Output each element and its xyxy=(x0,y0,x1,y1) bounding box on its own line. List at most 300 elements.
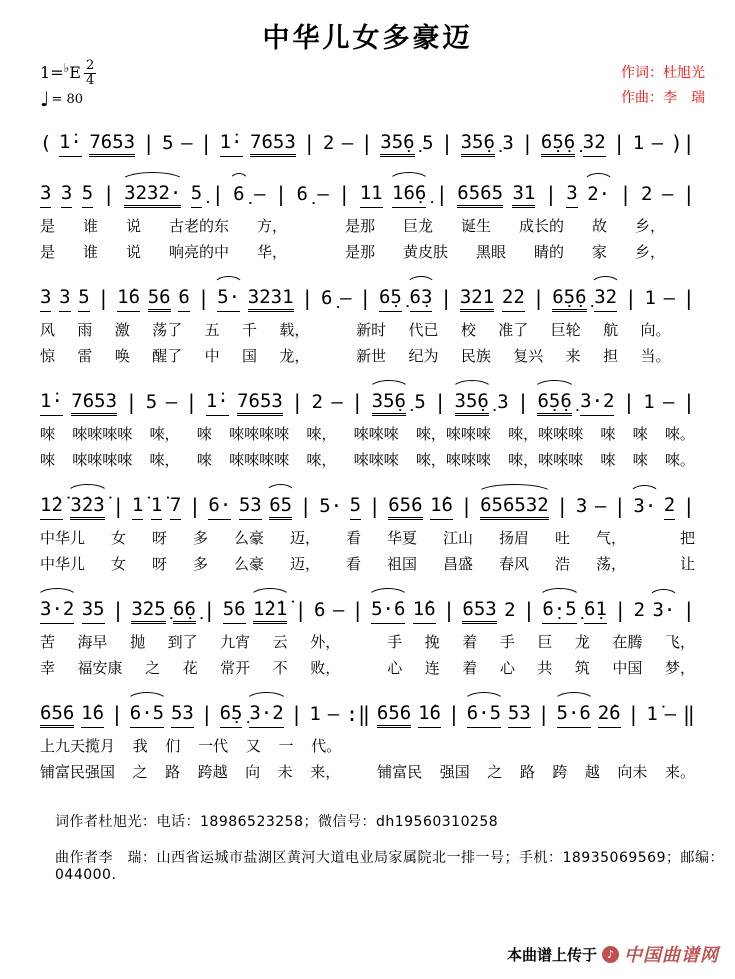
lyric-cell: 诞生 xyxy=(460,217,491,235)
lyric-cell: 海早 xyxy=(77,633,108,651)
lyric-cell: 之 xyxy=(487,763,503,781)
note-token: 656 xyxy=(377,704,411,728)
note-token: 1̇ xyxy=(151,496,162,520)
lyric-cell: 唻唻唻唻 xyxy=(72,425,133,443)
lyric-cell: 们 xyxy=(165,737,181,755)
barline: | xyxy=(211,182,224,206)
note-token: 53 xyxy=(508,704,531,728)
lyric-cell: 迈， xyxy=(290,555,321,573)
barline: :‖ xyxy=(345,702,371,726)
lyric-cell: 铺富民强国 xyxy=(40,763,116,781)
footer-contacts xyxy=(55,811,735,883)
note-token: 32 xyxy=(583,133,606,157)
lyric-cell: 上九天揽月 xyxy=(40,737,116,755)
lyric-cell xyxy=(332,321,334,339)
note-token: 3· xyxy=(652,601,675,624)
lyric-cell: 代。 xyxy=(311,737,342,755)
note-token: – xyxy=(165,391,178,414)
barline: | xyxy=(142,131,155,155)
barline: | xyxy=(435,182,448,206)
lyrics-row xyxy=(40,217,695,235)
barline: | xyxy=(460,494,473,518)
composer-contact: 曲作者李 瑞：山西省运城市盐湖区黄河大道电业局家属院北一排一号；手机：18935069569；邮编：044000. xyxy=(55,850,724,883)
lyrics-row xyxy=(40,321,695,339)
note-token: 3 xyxy=(59,288,70,312)
lyric-cell: 唻唻唻 xyxy=(353,451,399,469)
lyric-cell: 新世 xyxy=(356,347,387,365)
composer-credit: 作曲：李 瑞 xyxy=(621,90,705,107)
lyric-cell: 巨 xyxy=(537,633,553,651)
barline: | xyxy=(614,598,627,622)
barline: | xyxy=(622,390,635,414)
lyric-cell: 唤 xyxy=(114,347,130,365)
barline: | xyxy=(291,390,304,414)
barline: | xyxy=(522,598,535,622)
lyric-cell: 荡， xyxy=(596,555,627,573)
note-token: 3 xyxy=(566,184,577,208)
lyric-cell: 扬眉 xyxy=(499,529,530,547)
note-token: 1 xyxy=(643,391,655,414)
note-token: 3 xyxy=(502,132,514,155)
note-token: 56 xyxy=(148,288,171,312)
lyric-cell xyxy=(332,347,334,365)
lyric-cell: 共 xyxy=(537,659,553,677)
note-token: – xyxy=(254,183,266,206)
barline: | xyxy=(434,390,447,414)
note-token: 31 xyxy=(512,184,535,208)
note-token: 6̣5̣6̣ xyxy=(537,392,571,416)
lyric-cell: 福安康 xyxy=(77,659,123,677)
note-token: 5 xyxy=(162,132,174,155)
lyric-cell: 铺富民 xyxy=(377,763,423,781)
lyric-cell: 巨龙 xyxy=(402,217,433,235)
note-token: 2· xyxy=(587,185,610,208)
lyric-cell: 古老的东 xyxy=(169,217,230,235)
lyric-cell: 五 xyxy=(204,321,220,339)
note-token: 5 xyxy=(78,288,89,312)
lyric-cell: 千 xyxy=(241,321,257,339)
lyric-cell: 雷 xyxy=(77,347,93,365)
note-token: 3231 xyxy=(248,288,294,312)
note-token: 6·5 xyxy=(130,704,164,728)
lyric-cell: 唻， xyxy=(149,451,180,469)
note-token: 7 xyxy=(170,496,181,520)
site-name: 中国曲谱网 xyxy=(624,945,719,966)
note-token: – xyxy=(663,287,676,310)
note-token: 3 xyxy=(575,495,588,518)
lyric-cell: 跨越 xyxy=(197,763,228,781)
lyric-cell: 华夏 xyxy=(387,529,418,547)
credits xyxy=(621,61,705,111)
lyric-cell: 惊 xyxy=(40,347,56,365)
barline: | xyxy=(299,494,312,518)
note-token: 1̇· xyxy=(220,133,243,157)
note-token: 1̇· xyxy=(40,392,63,416)
lyric-cell: 么豪 xyxy=(234,529,265,547)
lyric-cell xyxy=(358,763,360,781)
note-token: 6̣5̣ xyxy=(220,704,243,728)
barline: | xyxy=(544,182,557,206)
note-token: 32 xyxy=(594,288,617,312)
note-token: 3·2 xyxy=(40,600,74,624)
lyric-cell: 唻唻唻唻 xyxy=(229,451,290,469)
lyric-cell: 筑 xyxy=(574,659,590,677)
lyrics-row xyxy=(40,451,695,469)
quarter-note-icon: ♩ xyxy=(40,87,50,112)
lyric-cell: 谁 xyxy=(83,217,99,235)
lyric-cell xyxy=(363,633,365,651)
lyric-cell: 之 xyxy=(132,763,148,781)
note-token: 3· xyxy=(633,497,656,520)
note-token: 6·5 xyxy=(467,704,501,728)
note-token: 5· xyxy=(217,288,240,312)
lyric-cell: 荡了 xyxy=(152,321,183,339)
lyricist-credit: 作词：杜旭光 xyxy=(621,65,705,81)
time-denominator: 4 xyxy=(85,72,95,88)
lyric-cell: 向未 xyxy=(617,763,648,781)
barline: | xyxy=(447,702,460,726)
lyric-cell: 路 xyxy=(165,763,181,781)
lyric-cell: 气， xyxy=(596,529,627,547)
barline: | xyxy=(185,390,198,414)
notes-row xyxy=(40,119,695,157)
lyric-cell: 故 xyxy=(591,217,607,235)
lyric-cell: 抛 xyxy=(130,633,146,651)
lyric-cell: 说 xyxy=(126,243,142,261)
flat-icon: ♭ xyxy=(63,61,70,76)
note-token: 5· xyxy=(319,495,343,518)
note-token: 6̣5̣ xyxy=(379,288,402,312)
lyric-cell: 强国 xyxy=(439,763,470,781)
note-token: – xyxy=(664,703,677,726)
note-token: 35̣6̣ xyxy=(372,392,406,416)
note-token: 5·6 xyxy=(557,704,591,728)
note-token: 56 xyxy=(223,600,246,624)
lyric-cell: 黑眼 xyxy=(475,243,506,261)
lyric-cell: 越 xyxy=(584,763,600,781)
barline: ‖ xyxy=(682,702,695,726)
note-token: 5 xyxy=(414,391,426,414)
barline: | xyxy=(627,702,640,726)
barline: | xyxy=(110,702,123,726)
lyric-cell: 纪为 xyxy=(408,347,439,365)
lyric-cell: 唻 xyxy=(600,451,616,469)
notes-row xyxy=(40,170,695,208)
lyrics-row xyxy=(40,555,695,573)
barline: | xyxy=(682,494,695,518)
upload-credit xyxy=(507,941,719,967)
lyric-cell: 中华儿 xyxy=(40,529,86,547)
lyric-cell: 响亮的中 xyxy=(169,243,230,261)
note-token: 3·2 xyxy=(249,704,283,728)
lyric-cell: 吐 xyxy=(555,529,571,547)
note-token: 2 xyxy=(664,496,675,520)
notes-row xyxy=(40,586,695,624)
note-token: 5 xyxy=(145,391,158,414)
lyric-cell: 向。 xyxy=(640,321,671,339)
lyric-cell: 九宵 xyxy=(220,633,251,651)
key-prefix: 1= xyxy=(40,63,64,83)
note-token: 35̣6̣ xyxy=(455,392,489,416)
music-system xyxy=(40,690,695,781)
notes-row xyxy=(40,378,695,416)
lyric-cell: 到了 xyxy=(167,633,198,651)
music-system xyxy=(40,378,695,469)
lyric-cell: 龙， xyxy=(279,347,310,365)
lyric-cell xyxy=(693,243,695,261)
barline: | xyxy=(200,131,213,155)
lyric-cell: 梦， xyxy=(664,659,695,677)
note-token: 1̇· xyxy=(59,133,82,157)
lyric-cell: 准了 xyxy=(498,321,529,339)
note-token: 7653 xyxy=(89,133,135,157)
lyric-cell: 唻， xyxy=(306,451,337,469)
lyric-cell: 唻 xyxy=(632,451,648,469)
lyric-cell xyxy=(693,217,695,235)
barline: | xyxy=(200,702,213,726)
lyric-cell: 说 xyxy=(126,217,142,235)
music-system xyxy=(40,586,695,677)
lyric-cell: 路 xyxy=(519,763,535,781)
lyric-cell: 醒了 xyxy=(152,347,183,365)
lyric-cell: 是 xyxy=(40,243,56,261)
lyric-cell: 新时 xyxy=(356,321,387,339)
site-logo-icon: ♪ xyxy=(602,946,619,963)
lyric-cell: 唻 xyxy=(40,425,56,443)
note-token: 35̣6̣ xyxy=(380,133,414,157)
note-token: 6· xyxy=(208,496,231,520)
lyric-cell: 未 xyxy=(277,763,293,781)
lyric-cell: 么豪 xyxy=(234,555,265,573)
lyric-cell: 幸 xyxy=(40,659,56,677)
note-token: 5̣ xyxy=(191,184,202,208)
note-token: 6 xyxy=(178,288,189,312)
lyric-cell: 来 xyxy=(565,347,581,365)
note-token: 3 xyxy=(40,288,51,312)
lyric-cell: 呀 xyxy=(152,555,168,573)
notes-row xyxy=(40,690,695,728)
lyric-cell: 飞， xyxy=(664,633,695,651)
barline: | xyxy=(441,131,454,155)
lyric-cell: 昌盛 xyxy=(443,555,474,573)
barline: | xyxy=(682,390,695,414)
note-token: 6̣ xyxy=(296,183,308,206)
header-meta xyxy=(40,59,705,115)
note-token: 6̣5̣6̣ xyxy=(541,133,575,157)
note-token: 7653 xyxy=(250,133,296,157)
lyric-cell: 在腾 xyxy=(612,633,643,651)
lyric-cell: 唻唻唻唻 xyxy=(72,451,133,469)
lyric-cell: 春风 xyxy=(499,555,530,573)
barline: | xyxy=(102,182,115,206)
lyric-cell: 华， xyxy=(257,243,288,261)
barline: | xyxy=(360,131,373,155)
tempo-mark xyxy=(40,87,96,112)
lyric-cell: 一 xyxy=(278,737,294,755)
lyric-cell: 唻 xyxy=(196,425,212,443)
lyric-cell: 着 xyxy=(462,659,478,677)
lyric-cell: 手 xyxy=(387,633,403,651)
music-system xyxy=(40,482,695,573)
lyric-cell: 担 xyxy=(603,347,619,365)
lyric-cell: 方， xyxy=(257,217,288,235)
lyric-cell: 龙 xyxy=(574,633,590,651)
lyric-cell xyxy=(652,529,654,547)
note-token: 6̣·5̣ xyxy=(542,600,576,624)
lyric-cell: 唻。 xyxy=(664,425,695,443)
note-token: 6̣5̣6̣ xyxy=(552,288,586,312)
lyric-cell: 民族 xyxy=(460,347,491,365)
note-token: 1 xyxy=(632,132,645,155)
lyric-cell: 唻，唻唻唻 xyxy=(415,451,491,469)
lyric-cell: 又 xyxy=(245,737,261,755)
barline: | xyxy=(303,131,316,155)
lyrics-row xyxy=(40,763,695,781)
barline: | xyxy=(290,702,303,726)
lyric-cell: 不 xyxy=(272,659,288,677)
upload-text: 本曲谱上传于 xyxy=(506,945,597,964)
note-token: 16̣6̣ xyxy=(392,184,426,208)
note-token: 53 xyxy=(171,704,194,728)
note-token: 5·6 xyxy=(371,600,405,624)
sheet-page xyxy=(0,16,735,966)
music-system xyxy=(40,274,695,365)
lyric-cell xyxy=(693,347,695,365)
lyric-cell: 跨 xyxy=(552,763,568,781)
lyric-cell: 唻， xyxy=(306,425,337,443)
lyric-cell: 外， xyxy=(310,633,341,651)
lyric-cell: 家 xyxy=(591,243,607,261)
lyric-cell: 中国 xyxy=(612,659,643,677)
lyric-cell xyxy=(652,555,654,573)
lyric-cell: 看 xyxy=(346,529,362,547)
barline: | xyxy=(682,286,695,310)
note-token: – xyxy=(651,132,664,155)
note-token: 22 xyxy=(502,288,525,312)
lyric-cell: 唻唻唻 xyxy=(353,425,399,443)
lyric-cell: 连 xyxy=(424,659,440,677)
barline: )| xyxy=(670,131,695,155)
lyric-cell: 挽 xyxy=(424,633,440,651)
lyric-cell: 是那 xyxy=(344,217,375,235)
note-token: 321 xyxy=(460,288,494,312)
notes-row xyxy=(40,482,695,520)
song-title: 中华儿女多豪迈 xyxy=(262,23,473,54)
lyric-cell: 唻， xyxy=(149,425,180,443)
barline: | xyxy=(624,286,637,310)
note-token: 3 xyxy=(497,391,509,414)
key-time-tempo xyxy=(40,58,96,112)
barline: | xyxy=(613,494,626,518)
lyric-cell: 风 xyxy=(40,321,56,339)
lyric-cell: 雨 xyxy=(77,321,93,339)
lyric-cell: 是 xyxy=(40,217,56,235)
lyric-cell: 江山 xyxy=(443,529,474,547)
lyric-cell: 我 xyxy=(132,737,148,755)
lyric-cell: 花 xyxy=(182,659,198,677)
lyric-cell: 代已 xyxy=(408,321,439,339)
lyric-cell: 唻 xyxy=(40,451,56,469)
lyric-cell: 多 xyxy=(193,529,209,547)
lyricist-contact: 词作者杜旭光：电话：18986523258；微信号：dh19560310258 xyxy=(55,814,499,830)
lyric-cell: 校 xyxy=(460,321,476,339)
notes-row xyxy=(40,274,695,312)
barline: | xyxy=(619,182,632,206)
note-token: 6565 xyxy=(457,184,503,208)
lyric-cell: 云 xyxy=(272,633,288,651)
note-token: – xyxy=(663,391,675,414)
note-token: 6̣1 xyxy=(584,600,607,624)
note-token: – xyxy=(332,599,345,622)
barline: | xyxy=(274,182,287,206)
barline: | xyxy=(682,598,695,622)
lyric-cell: 激 xyxy=(114,321,130,339)
lyric-cell: 当。 xyxy=(640,347,671,365)
note-token: 3 xyxy=(40,184,51,208)
note-token: 653 xyxy=(462,600,496,624)
lyric-cell: 唻唻唻唻 xyxy=(229,425,290,443)
barline: | xyxy=(351,598,364,622)
lyric-cell: 唻，唻唻唻 xyxy=(415,425,491,443)
tempo-value: = 80 xyxy=(51,91,84,107)
note-token: 2 xyxy=(504,599,516,622)
note-token: 1̇6 xyxy=(117,288,140,312)
note-token: 656 xyxy=(40,704,74,728)
lyric-cell xyxy=(693,321,695,339)
barline: | xyxy=(112,494,125,518)
lyric-cell: 心 xyxy=(499,659,515,677)
lyric-cell: 唻，唻唻唻 xyxy=(508,451,584,469)
note-token: 35 xyxy=(82,600,105,624)
lyric-cell: 成长的 xyxy=(518,217,564,235)
note-token: 1̇6 xyxy=(418,704,441,728)
barline: | xyxy=(440,286,453,310)
lyric-cell: 黄皮肤 xyxy=(402,243,448,261)
note-token: 7653 xyxy=(71,392,117,416)
barline: | xyxy=(111,598,124,622)
note-token: ( xyxy=(40,132,52,155)
note-token: – xyxy=(317,183,329,206)
barline: | xyxy=(556,494,569,518)
lyric-cell: 来。 xyxy=(664,763,695,781)
lyric-cell: 女 xyxy=(111,555,127,573)
lyric-cell xyxy=(363,659,365,677)
lyrics-row xyxy=(40,243,695,261)
note-token: – xyxy=(594,495,607,518)
barline: | xyxy=(517,390,530,414)
lyric-cell: 复兴 xyxy=(513,347,544,365)
note-token: – xyxy=(327,703,340,726)
lyric-cell: 让 xyxy=(679,555,695,573)
barline: | xyxy=(532,286,545,310)
note-token: 53 xyxy=(239,496,262,520)
note-token: 3232· xyxy=(124,184,181,208)
lyric-cell: 唻。 xyxy=(664,451,695,469)
note-token: 7653 xyxy=(237,392,283,416)
note-token: 2 xyxy=(322,132,335,155)
barline: | xyxy=(351,390,364,414)
lyric-cell: 睛的 xyxy=(533,243,564,261)
note-token: 656 xyxy=(388,496,422,520)
barline: | xyxy=(338,182,351,206)
barline: | xyxy=(521,131,534,155)
note-token: 3·2 xyxy=(580,392,614,416)
lyric-cell: 中 xyxy=(204,347,220,365)
lyric-cell: 多 xyxy=(193,555,209,573)
lyric-cell: 乡， xyxy=(634,243,665,261)
note-token: 2̇6 xyxy=(598,704,621,728)
lyric-cell: 迈， xyxy=(290,529,321,547)
